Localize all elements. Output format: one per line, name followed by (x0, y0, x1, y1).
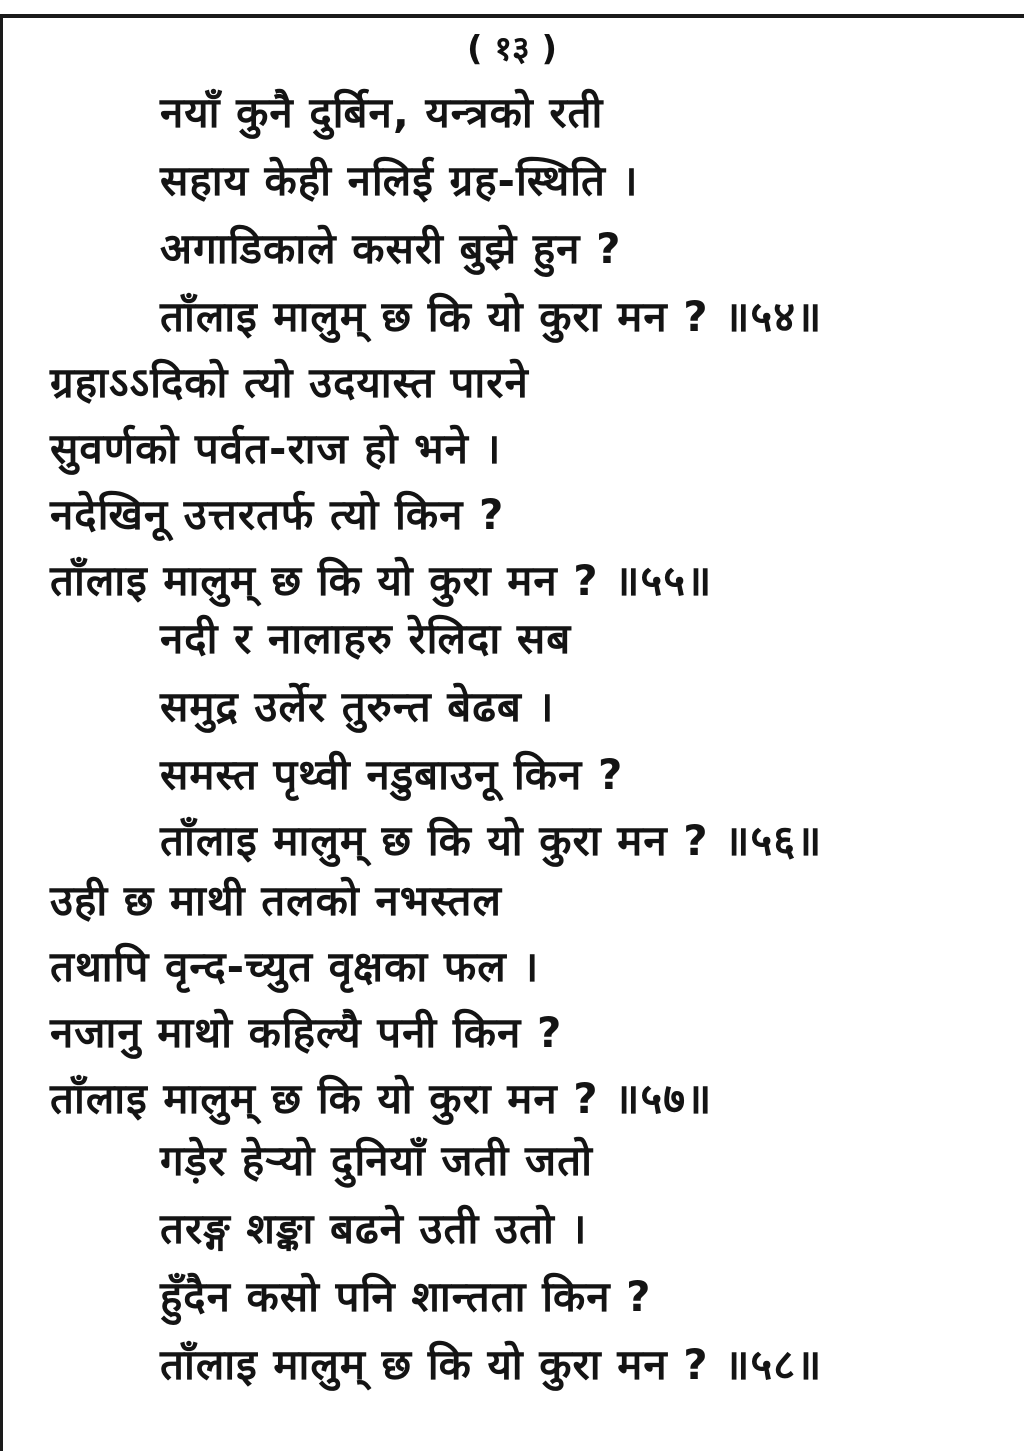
verse-56-line-1: नदी र नालाहरु रेलिदा सब (160, 614, 572, 663)
verse-57-line-4: ताँलाइ मालुम् छ कि यो कुरा मन ? ॥५७॥ (50, 1074, 713, 1123)
top-border-line (0, 14, 1024, 18)
verse-54-line-4: ताँलाइ मालुम् छ कि यो कुरा मन ? ॥५४॥ (160, 292, 823, 341)
verse-57-line-1: उही छ माथी तलको नभस्तल (50, 876, 502, 925)
verse-54-line-2: सहाय केही नलिई ग्रह-स्थिति । (160, 156, 639, 205)
verse-58-line-4: ताँलाइ मालुम् छ कि यो कुरा मन ? ॥५८॥ (160, 1340, 823, 1389)
verse-58-line-1: गड़ेर हेर्‍यो दुनियाँ जती जतो (160, 1136, 593, 1185)
verse-58-line-3: हुँदैन कसो पनि शान्तता किन ? (160, 1272, 652, 1321)
verse-56-line-3: समस्त पृथ्वी नडुबाउनू किन ? (160, 750, 624, 799)
verse-55-line-2: सुवर्णको पर्वत-राज हो भने । (50, 424, 502, 473)
verse-54-line-1: नयाँ कुनै दुर्बिन, यन्त्रको रती (160, 88, 604, 137)
verse-57-line-2: तथापि वृन्द-च्युत वृक्षका फल । (50, 942, 540, 991)
verse-55-line-1: ग्रहाऽऽदिको त्यो उदयास्त पारने (50, 358, 529, 407)
verse-54-line-3: अगाडिकाले कसरी बुझे हुन ? (160, 224, 622, 273)
verse-56-line-2: समुद्र उर्लेर तुरुन्त बेढब । (160, 682, 555, 731)
left-border-line (0, 14, 3, 1451)
page-number: ( १३ ) (466, 29, 558, 69)
verse-57-line-3: नजानु माथो कहिल्यै पनी किन ? (50, 1008, 563, 1057)
verse-56-line-4: ताँलाइ मालुम् छ कि यो कुरा मन ? ॥५६॥ (160, 816, 823, 865)
verse-58-line-2: तरङ्ग शङ्का बढने उती उतो । (160, 1204, 588, 1253)
verse-55-line-4: ताँलाइ मालुम् छ कि यो कुरा मन ? ॥५५॥ (50, 556, 713, 605)
verse-55-line-3: नदेखिनू उत्तरतर्फ त्यो किन ? (50, 490, 505, 539)
